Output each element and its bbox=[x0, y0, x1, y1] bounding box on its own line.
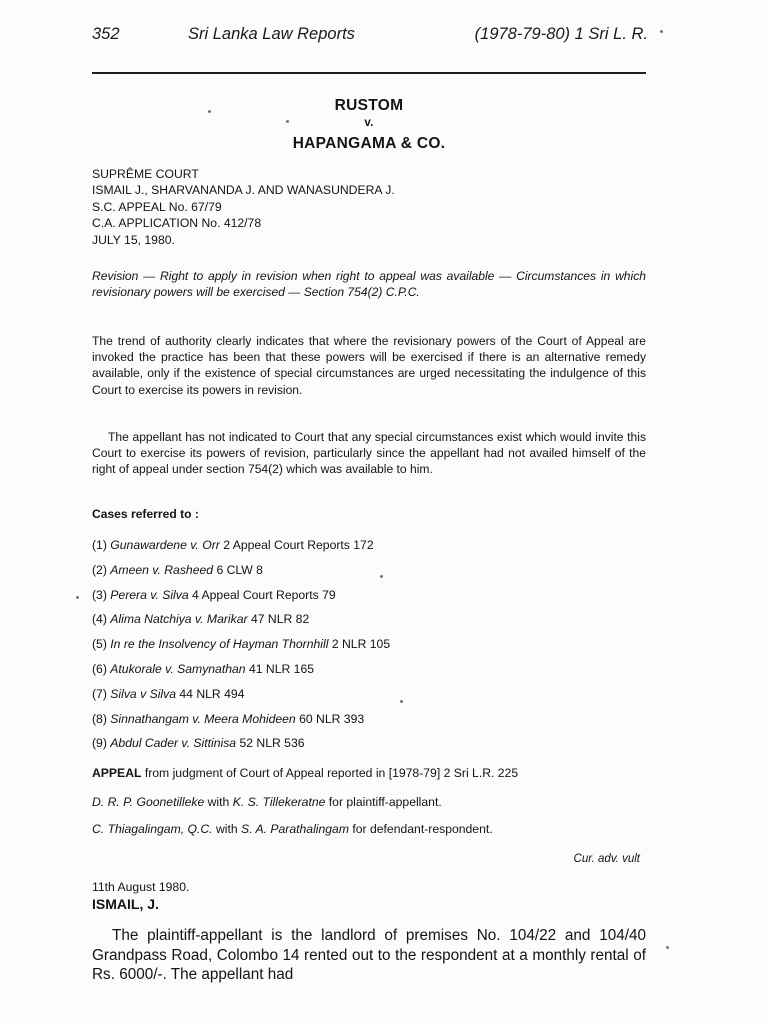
appeal-line bbox=[92, 766, 646, 780]
case-name: In re the Insolvency of Hayman Thornhill bbox=[110, 637, 329, 652]
case-party-1: RUSTOM bbox=[334, 97, 404, 114]
case-item bbox=[92, 588, 646, 613]
bench-judges: ISMAIL J., SHARVANANDA J. AND WANASUNDERA J. bbox=[92, 183, 395, 198]
counsel-senior: C. Thiagalingam, Q.C. bbox=[92, 822, 213, 836]
cases-list bbox=[92, 538, 646, 761]
case-name: Silva v Silva bbox=[110, 686, 176, 701]
case-name: Abdul Cader v. Sittinisa bbox=[110, 736, 237, 751]
case-item bbox=[92, 563, 646, 588]
case-citation: 2 NLR 105 bbox=[331, 637, 391, 652]
case-number: (2) bbox=[92, 562, 107, 577]
running-head bbox=[92, 25, 648, 47]
report-citation: (1978-79-80) 1 Sri L. R. bbox=[474, 25, 648, 43]
headnote-paragraph-2: The appellant has not indicated to Court that any special circumstances exist which would invite this Court to exercise its powers of revision, particularly since the appellant had not availed himself of the right of appeal under section 754(2) which was available to him. bbox=[92, 430, 646, 477]
counsel-with: with bbox=[207, 795, 230, 809]
case-item bbox=[92, 662, 646, 687]
counsel-senior: D. R. P. Goonetilleke bbox=[92, 795, 205, 809]
cases-referred-heading: Cases referred to : bbox=[92, 507, 199, 521]
court-name: SUPRÊME COURT bbox=[92, 167, 199, 181]
case-name: Alima Natchiya v. Marikar bbox=[110, 612, 248, 627]
case-number: (9) bbox=[92, 736, 107, 751]
appeal-label: APPEAL bbox=[92, 766, 142, 780]
scan-speck bbox=[76, 596, 79, 599]
case-item bbox=[92, 712, 646, 737]
headnote-paragraph-1: The trend of authority clearly indicates that where the revisionary powers of the Court of Appeal are invoked the practice has been that these powers will be exercised if there is an alternative remedy available, only if the existence of special circumstances are urged necessitating the indulgence of this Court to exercise its powers in revision. bbox=[92, 334, 646, 397]
scan-speck bbox=[380, 575, 383, 578]
headnote-catchwords: Revision — Right to apply in revision when right to appeal was available — Circumstances in which revisionary powers will be exercised — Section 754(2) C.P.C. bbox=[92, 269, 646, 300]
case-party-2: HAPANGAMA & CO. bbox=[292, 135, 446, 152]
case-citation: 41 NLR 165 bbox=[248, 661, 314, 676]
appeal-number: S.C. APPEAL No. 67/79 bbox=[92, 199, 222, 214]
case-citation: 52 NLR 536 bbox=[239, 736, 305, 751]
case-name: Sinnathangam v. Meera Mohideen bbox=[110, 711, 296, 726]
case-number: (3) bbox=[92, 587, 107, 602]
case-item bbox=[92, 736, 646, 761]
scan-speck bbox=[400, 700, 403, 703]
counsel-appellant bbox=[92, 795, 646, 809]
case-number: (4) bbox=[92, 612, 107, 627]
judge-name: ISMAIL, J. bbox=[92, 896, 159, 912]
case-name: Ameen v. Rasheed bbox=[110, 562, 214, 577]
judgment-text: The plaintiff-appellant is the landlord of premises No. 104/22 and 104/40 Grandpass Road, Colombo 14 rented out to the respondent at a monthly rental of Rs. 6000/-. The appellant had bbox=[92, 927, 646, 983]
case-number: (6) bbox=[92, 661, 107, 676]
case-citation: 6 CLW 8 bbox=[216, 562, 263, 577]
header-rule bbox=[92, 72, 646, 74]
case-citation: 4 Appeal Court Reports 79 bbox=[192, 587, 336, 602]
case-citation: 2 Appeal Court Reports 172 bbox=[223, 538, 374, 552]
cur-adv-vult: Cur. adv. vult bbox=[573, 853, 640, 865]
scan-speck bbox=[208, 110, 211, 113]
case-number: (1) bbox=[92, 538, 107, 552]
page-number: 352 bbox=[92, 25, 120, 43]
counsel-respondent bbox=[92, 822, 646, 836]
appeal-text: from judgment of Court of Appeal reported in [1978-79] 2 Sri L.R. 225 bbox=[144, 766, 519, 780]
case-name: Perera v. Silva bbox=[110, 587, 189, 602]
case-item bbox=[92, 687, 646, 712]
counsel-with: with bbox=[215, 822, 238, 836]
counsel-role: for plaintiff-appellant. bbox=[328, 795, 442, 809]
judgment-body bbox=[92, 926, 646, 985]
court-details bbox=[92, 166, 646, 248]
case-number: (8) bbox=[92, 711, 107, 726]
case-name: Atukorale v. Samynathan bbox=[110, 661, 246, 676]
application-number: C.A. APPLICATION No. 412/78 bbox=[92, 216, 262, 231]
counsel-junior: S. A. Parathalingam bbox=[241, 822, 349, 836]
counsel-role: for defendant-respondent. bbox=[352, 822, 493, 836]
case-item bbox=[92, 637, 646, 662]
scan-speck bbox=[666, 946, 669, 949]
case-citation: 60 NLR 393 bbox=[299, 711, 365, 726]
case-citation: 44 NLR 494 bbox=[179, 686, 245, 701]
case-number: (5) bbox=[92, 637, 107, 652]
case-item bbox=[92, 612, 646, 637]
case-name: Gunawardene v. Orr bbox=[110, 538, 220, 552]
case-versus: v. bbox=[364, 117, 374, 129]
scan-speck bbox=[660, 30, 663, 33]
case-item bbox=[92, 538, 646, 563]
judgment-date: 11th August 1980. bbox=[92, 880, 190, 894]
scan-speck bbox=[286, 120, 289, 123]
hearing-date: JULY 15, 1980. bbox=[92, 232, 175, 247]
case-number: (7) bbox=[92, 686, 107, 701]
counsel-junior: K. S. Tillekeratne bbox=[232, 795, 326, 809]
case-citation: 47 NLR 82 bbox=[250, 612, 310, 627]
report-title: Sri Lanka Law Reports bbox=[188, 25, 355, 43]
